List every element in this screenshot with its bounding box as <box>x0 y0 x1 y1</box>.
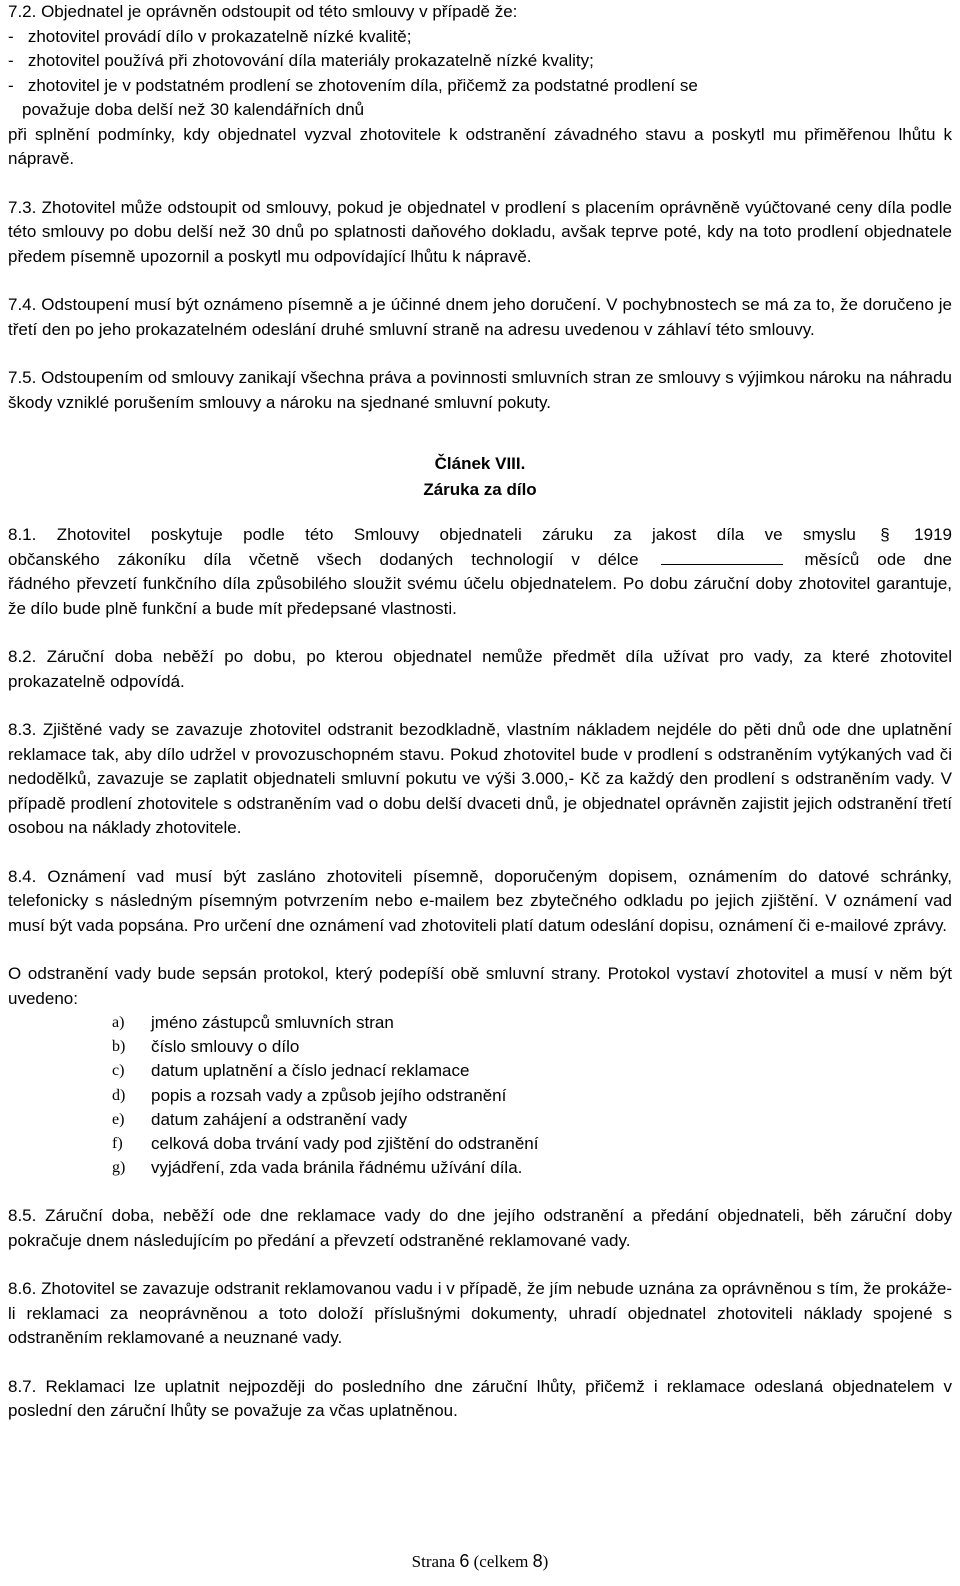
warranty-months-blank <box>661 550 783 565</box>
list-marker: g) <box>112 1159 126 1177</box>
list-item-text: datum uplatnění a číslo jednací reklamace <box>151 1061 470 1081</box>
list-item: - zhotovitel používá při zhotovování díla materiály prokazatelně nízké kvality; <box>8 51 594 70</box>
paragraph-sign: § <box>880 525 890 544</box>
list-item-text: celková doba trvání vady pod zjištění do odstranění <box>151 1134 539 1154</box>
list-marker: b) <box>112 1038 126 1056</box>
list-item <box>8 1035 952 1059</box>
footer-close-paren: ) <box>542 1552 549 1571</box>
section-8-3: 8.3. Zjištěné vady se zavazuje zhotovitel odstranit bezodkladně, vlastním nákladem nejdéle do pěti dnů ode dne uplatnění reklamace tak, aby dílo udržel v provozuschopném stavu. Pokud zhotovitel bude v prodlení s odstraněním vytýkaných vad či nedodělků, zavazuje se zaplatit objednateli smluvní pokutu ve výši 3.000,- Kč za každý den prodlení s odstraněním vady. V případě prodlení zhotovitele s odstraněním vad o dobu delší dvaceti dnů, je objednatel oprávněn zajistit jejich odstranění třetí osobou na náklady zhotovitele. <box>8 720 952 837</box>
section-8-1-part-c: občanského zákoníku díla včetně všech dodaných technologií v délce <box>8 549 639 569</box>
protocol-intro: O odstranění vady bude sepsán protokol, který podepíší obě smluvní strany. Protokol vystaví zhotovitel a musí v něm být uvedeno: <box>8 964 952 1008</box>
list-item <box>8 1108 952 1132</box>
section-8-1-part-e: řádného převzetí funkčního díla způsobilého sloužit svému účelu objednatelem. Po dobu záruční doby zhotovitel garantuje, že dílo bude plně funkční a bude mít předepsané vlastnosti. <box>8 574 952 618</box>
section-8-1-part-a: 8.1. Zhotovitel poskytuje podle této Smlouvy objednateli záruku za jakost díla ve smyslu <box>8 525 856 544</box>
section-7-4: 7.4. Odstoupení musí být oznámeno písemně a je účinné dnem jeho doručení. V pochybnostech se má za to, že doručeno je třetí den po jeho prokazatelném odeslání druhé smluvní straně na adresu uvedenou v záhlaví této smlouvy. <box>8 295 952 339</box>
footer-page-number: 6 <box>459 1551 470 1571</box>
list-item <box>8 1156 952 1180</box>
footer-total-pages: 8 <box>532 1551 543 1571</box>
list-marker: f) <box>112 1135 123 1153</box>
section-8-1-line-2 <box>8 548 952 573</box>
list-item-continuation: považuje doba delší než 30 kalendářních dnů <box>22 100 365 119</box>
section-8-4: 8.4. Oznámení vad musí být zasláno zhotoviteli písemně, doporučeným dopisem, oznámením do datové schránky, telefonicky s následným písemným potvrzením nebo e-mailem bez zbytečného odkladu po jejich zjištění. V oznámení vad musí být vada popsána. Pro určení dne oznámení vad zhotoviteli platí datum odeslání dopisu, oznámení či e-mailové zprávy. <box>8 866 952 935</box>
section-8-1 <box>8 523 952 548</box>
list-item <box>8 1059 952 1083</box>
page-footer <box>0 1551 960 1572</box>
section-7-3: 7.3. Zhotovitel může odstoupit od smlouvy, pokud je objednatel v prodlení s placením oprávněně vyúčtované ceny díla podle této smlouvy po dobu delší než 30 dnů po splatnosti daňového dokladu, avšak teprve poté, kdy na toto prodlení objednatele předem písemně upozornil a poskytl mu odpovídající lhůtu k nápravě. <box>8 197 952 266</box>
article-title: Záruka za dílo <box>423 480 537 499</box>
section-8-1-part-d: měsíců ode dne <box>804 549 952 569</box>
list-item-text: datum zahájení a odstranění vady <box>151 1109 408 1129</box>
section-8-1-part-b: 1919 <box>914 525 952 544</box>
list-item <box>8 1084 952 1108</box>
section-7-2-condition: při splnění podmínky, kdy objednatel vyzval zhotovitele k odstranění závadného stavu a poskytl mu přiměřenou lhůtu k nápravě. <box>8 124 952 168</box>
list-item-text: popis a rozsah vady a způsob jejího odstranění <box>151 1085 507 1105</box>
list-marker: d) <box>112 1086 126 1104</box>
article-number: Článek VIII. <box>434 454 526 473</box>
list-item: - zhotovitel provádí dílo v prokazatelně nízké kvalitě; <box>8 26 412 46</box>
list-item <box>8 1011 952 1035</box>
section-8-6: 8.6. Zhotovitel se zavazuje odstranit reklamovanou vadu i v případě, že jím nebude uznána za oprávněnou s tím, že prokáže-li reklamaci za neoprávněnou a toto doloží příslušnými dokumenty, uhradí objednatel zhotoviteli náklady spojené s odstraněním reklamované a neuznané vady. <box>8 1279 952 1348</box>
list-marker: a) <box>112 1014 125 1031</box>
list-item-text: vyjádření, zda vada bránila řádnému užívání díla. <box>151 1158 523 1178</box>
list-item-text: jméno zástupců smluvních stran <box>151 1013 394 1032</box>
list-item: - zhotovitel je v podstatném prodlení se zhotovením díla, přičemž za podstatné prodlení se <box>8 75 698 95</box>
section-8-7: 8.7. Reklamaci lze uplatnit nejpozději do posledního dne záruční lhůty, přičemž i reklamace odeslaná objednatelem v poslední den záruční lhůty se považuje za včas uplatněnou. <box>8 1376 952 1421</box>
footer-total-word: (celkem <box>473 1552 529 1571</box>
document-page <box>8 0 952 1424</box>
list-item-text: číslo smlouvy o dílo <box>151 1037 300 1057</box>
section-8-5: 8.5. Záruční doba, neběží ode dne reklamace vady do dne jejího odstranění a předání objednateli, běh záruční doby pokračuje dnem následujícím po předání a převzetí odstraněné reklamované vady. <box>8 1206 952 1250</box>
footer-page-word: Strana <box>411 1552 456 1571</box>
protocol-items-list <box>8 1011 952 1180</box>
section-7-2-heading: 7.2. Objednatel je oprávněn odstoupit od této smlouvy v případě že: <box>8 2 518 21</box>
list-marker: e) <box>112 1110 125 1128</box>
list-marker: c) <box>112 1062 125 1080</box>
list-item <box>8 1132 952 1156</box>
section-8-2: 8.2. Záruční doba neběží po dobu, po kterou objednatel nemůže předmět díla užívat pro vady, za které zhotovitel prokazatelně odpovídá. <box>8 647 952 691</box>
section-7-5: 7.5. Odstoupením od smlouvy zanikají všechna práva a povinnosti smluvních stran ze smlouvy s výjimkou nároku na náhradu škody vzniklé porušením smlouvy a nároku na sjednané smluvní pokuty. <box>8 368 952 412</box>
